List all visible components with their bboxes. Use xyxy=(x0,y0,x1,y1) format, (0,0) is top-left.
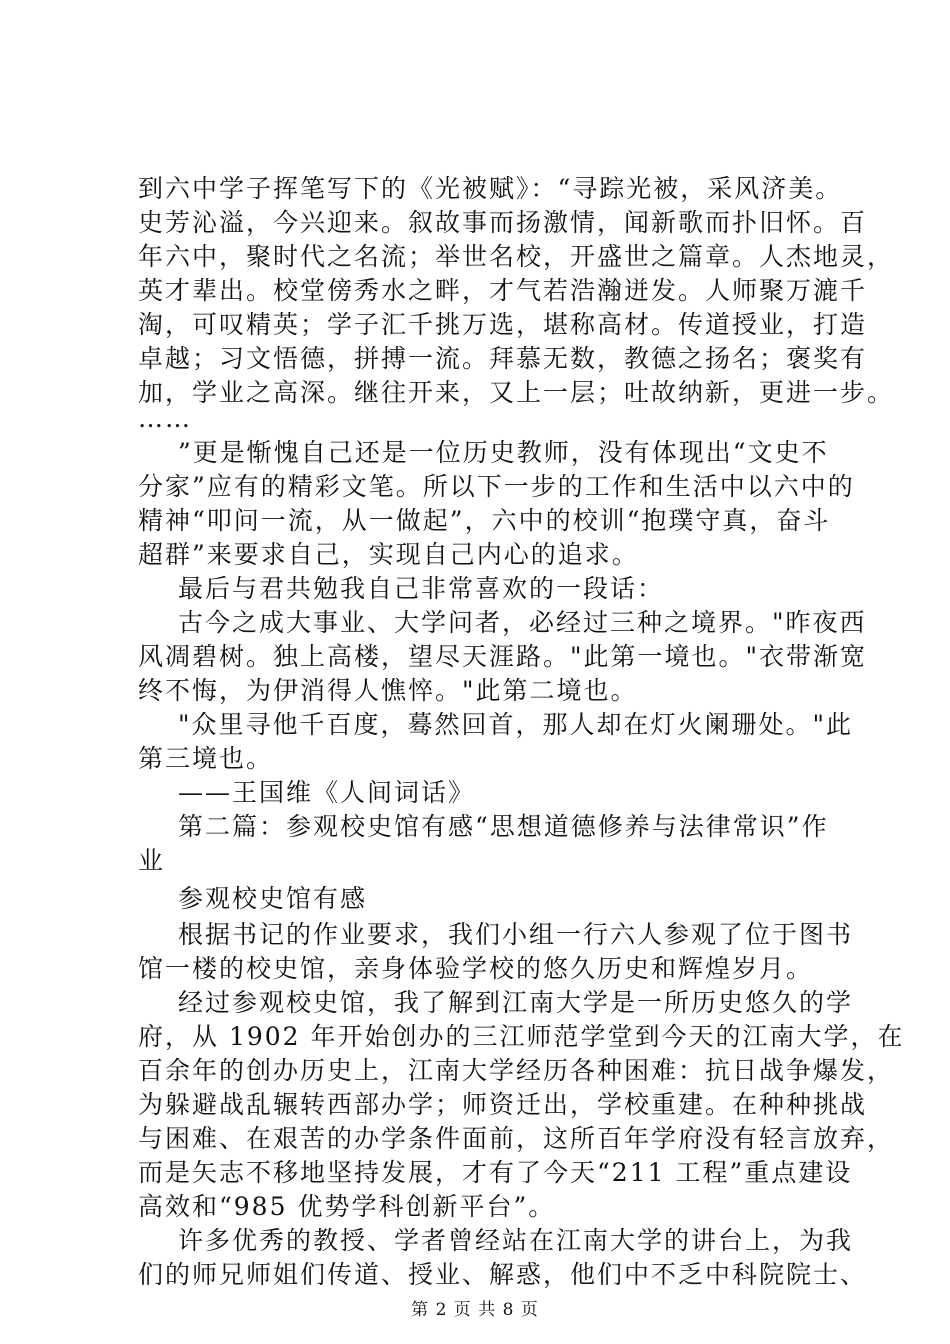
text-line: 第三境也。 xyxy=(138,744,274,773)
text-line: 高效和“985 优势学科创新平台”。 xyxy=(138,1192,556,1221)
citation-line: ——王国维《人间词话》 xyxy=(178,778,476,807)
text-line: 加，学业之高深。继往开来，又上一层；吐故纳新，更进一步。 xyxy=(138,378,895,407)
text-line: 根据书记的作业要求，我们小组一行六人参观了位于图书 xyxy=(178,920,854,949)
text-line: "众里寻他千百度，蓦然回首，那人却在灯火阑珊处。"此 xyxy=(178,710,854,739)
text-line: 史芳沁溢，今兴迎来。叙故事而扬激情，闻新歌而扑旧怀。百 xyxy=(138,208,868,237)
text-line: 府，从 1902 年开始创办的三江师范学堂到今天的江南大学，在 xyxy=(138,1022,905,1051)
section-heading: 第二篇：参观校史馆有感“思想道德修养与法律常识”作 xyxy=(178,812,829,841)
text-line: 百余年的创办历史上，江南大学经历各种困难：抗日战争爆发， xyxy=(138,1056,895,1085)
page-number-footer: 第 2 页 共 8 页 xyxy=(411,1300,539,1320)
text-line: 而是矢志不移地坚持发展，才有了今天“211 工程”重点建设 xyxy=(138,1158,853,1187)
text-line: 终不悔，为伊消得人憔悴。"此第二境也。 xyxy=(138,676,638,705)
text-line: 英才辈出。校堂傍秀水之畔，才气若浩瀚迸发。人师聚万漉千 xyxy=(138,276,868,305)
text-line: 古今之成大事业、大学问者，必经过三种之境界。"昨夜西 xyxy=(178,608,867,637)
text-line: 精神“叩问一流，从一做起”，六中的校训“抱璞守真，奋斗 xyxy=(138,506,831,535)
article-title: 参观校史馆有感 xyxy=(178,884,368,913)
text-line: 卓越；习文悟德，拼搏一流。拜慕无数，教德之扬名；褒奖有 xyxy=(138,344,868,373)
text-line: 超群”来要求自己，实现自己内心的追求。 xyxy=(138,540,639,569)
text-line: 风凋碧树。独上高楼，望尽天涯路。"此第一境也。"衣带渐宽 xyxy=(138,642,868,671)
text-line: 为躲避战乱辗转西部办学；师资迁出，学校重建。在种种挑战 xyxy=(138,1090,868,1119)
text-line: 年六中，聚时代之名流；举世名校，开盛世之篇章。人杰地灵， xyxy=(138,242,895,271)
text-line: 们的师兄师姐们传道、授业、解惑，他们中不乏中科院院士、 xyxy=(138,1260,868,1289)
text-line: 分家”应有的精彩文笔。所以下一步的工作和生活中以六中的 xyxy=(138,472,855,501)
text-line: 到六中学子挥笔写下的《光被赋》：“寻踪光被，采风济美。 xyxy=(138,174,843,203)
text-line: 经过参观校史馆，我了解到江南大学是一所历史悠久的学 xyxy=(178,988,854,1017)
text-line: 馆一楼的校史馆，亲身体验学校的悠久历史和辉煌岁月。 xyxy=(138,954,814,983)
section-heading: 业 xyxy=(138,846,166,875)
text-line: 与困难、在艰苦的办学条件面前，这所百年学府没有轻言放弃， xyxy=(138,1124,895,1153)
text-line: 许多优秀的教授、学者曾经站在江南大学的讲台上，为我 xyxy=(178,1226,854,1255)
text-line: ”更是惭愧自己还是一位历史教师，没有体现出“文史不 xyxy=(178,438,829,467)
text-line: …… xyxy=(138,404,192,433)
text-line: 淘，可叹精英；学子汇千挑万选，堪称高材。传道授业，打造 xyxy=(138,310,868,339)
text-line: 最后与君共勉我自己非常喜欢的一段话： xyxy=(178,574,665,603)
